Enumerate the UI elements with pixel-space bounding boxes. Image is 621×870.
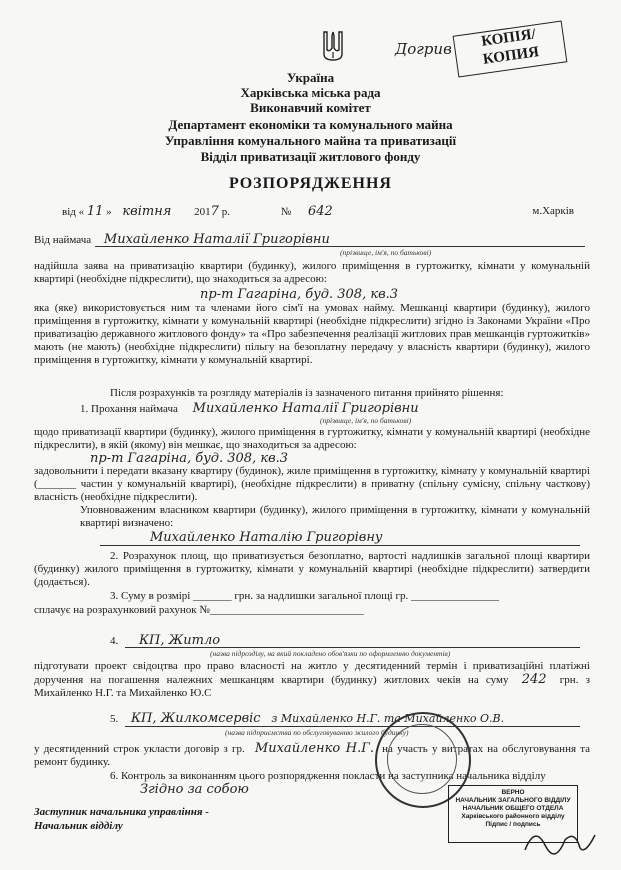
header-directorate: Управління комунального майна та приватизації [164, 133, 457, 148]
header-committee: Виконавчий комітет [250, 100, 371, 115]
paragraph-4: щодо приватизації квартири (будинку), жилого приміщення в гуртожитку, кімнати у комунальній квартирі (необхідне підкреслити), в якій (якому) він мешкає, що знаходиться за адресою: [34, 426, 590, 451]
date-day: 11 [86, 204, 104, 219]
control-handwritten: Згідно за собою [140, 782, 249, 797]
owner-underline [100, 545, 580, 546]
item-4-underline [125, 647, 580, 648]
order-city: м.Харків [532, 205, 574, 217]
address2-handwritten: пр-т Гагаріна, буд. 308, кв.3 [90, 451, 289, 466]
item-5-handwritten: КП, Жилкомсервіс [131, 711, 261, 726]
copy-stamp-line1: КОПІЯ/ [480, 26, 537, 50]
date-year-prefix: 201 [194, 206, 211, 218]
item-3-line1: 3. Суму в розмірі _______ грн. за надлишки загальної площі гр. ________________ [110, 590, 499, 602]
item-2: 2. Розрахунок площ, що приватизується безоплатно, вартості надлишків загальної площі квартири (будинку) жилого приміщення в гуртожитку, кімнати у комунальній квартирі (необхідне підкреслити) затвердити (додається). [34, 550, 590, 588]
item-5-underline [125, 726, 580, 727]
tenant-underline [95, 246, 585, 247]
trident-emblem-icon [322, 30, 344, 62]
item-3-line2: сплачує на розрахунковий рахунок №____________________________ [34, 604, 364, 616]
sum-handwritten: 242 [521, 672, 547, 687]
item-5-caption: (назва підприємства по обслуговуванню жилого будинку) [225, 728, 409, 737]
tenant-caption: (прізвище, ім'я, по батькові) [340, 248, 432, 257]
header-division: Відділ приватизації житлового фонду [200, 149, 421, 164]
rect-stamp-line3: Харківського районного відділу [461, 813, 565, 820]
date-prefix: від « [62, 206, 85, 218]
order-date-row [62, 205, 582, 221]
header-council: Харківська міська рада [240, 85, 381, 100]
owner-handwritten: Михайленко Наталію Григорівну [150, 530, 383, 545]
item-5-number: 5. [110, 713, 119, 725]
tenant-label: Від наймача [34, 234, 92, 246]
document-title: РОЗПОРЯДЖЕННЯ [229, 175, 392, 192]
signature-line-1: Заступник начальника управління - [34, 806, 209, 818]
item-1-row [80, 402, 590, 416]
item-5-row [110, 712, 590, 726]
item-5-handwritten-2: з Михайленко Н.Г. та Михайленко О.В. [271, 712, 505, 725]
signature-line-2: Начальник відділу [34, 820, 123, 832]
header-department: Департамент економіки та комунального майна [168, 117, 453, 132]
item-1-label: 1. Прохання наймача [80, 403, 178, 415]
order-number: 642 [307, 204, 333, 219]
copy-stamp-line2: КОПИЯ [481, 44, 540, 68]
item-4-row [110, 634, 590, 648]
paragraph-8-rest: на участь у витратах на обслуговування та ремонт будинку. [34, 743, 591, 768]
tenant-row [34, 233, 590, 247]
date-mid: » [106, 206, 112, 218]
sum-rest: грн. з Михайленко Н.Г. та Михайленко Ю.С [34, 674, 591, 699]
rect-stamp-line4: Підпис / подпись [485, 821, 541, 828]
date-year-label: р. [221, 206, 230, 218]
item-1-caption: (прізвище, ім'я, по батькові) [320, 416, 412, 425]
paragraph-8-text: у десятиденний строк укласти договір з гр. [34, 743, 245, 755]
paragraph-7-text: підготувати проект свідоцтва про право власності на житло у десятиденний термін і приватизаційні платіжні доручення на погашення належних мешканцям квартири (будинку) житлових чеків на суму [34, 660, 590, 686]
corner-note: Догрив [395, 40, 452, 58]
date-year-suffix: 7 [210, 204, 219, 219]
tenant-name: Михайленко Наталії Григорівни [103, 232, 330, 247]
signature-scribble-icon [520, 820, 600, 860]
copy-stamp [453, 21, 568, 78]
item-1-name: Михайленко Наталії Григорівни [192, 401, 419, 416]
paragraph-1: надійшла заява на приватизацію квартири (будинку), жилого приміщення в гуртожитку, кімнати у комунальній квартирі (необхідне підкреслити), що знаходиться за адресою: [34, 260, 590, 285]
item-4-handwritten: КП, Житло [139, 633, 221, 648]
date-month: квітня [122, 204, 172, 219]
item-4-caption: (назва підрозділу, на який покладено обов'язки по оформленню документів) [210, 649, 451, 658]
paragraph-3: Після розрахунків та розгляду матеріалів із зазначеного питання прийнято рішення: [110, 387, 504, 399]
paragraph-7 [34, 660, 590, 700]
number-prefix: № [280, 206, 292, 218]
address-handwritten: пр-т Гагаріна, буд. 308, кв.3 [200, 287, 399, 302]
rect-stamp-line2: НАЧАЛЬНИК ОБЩЕГО ОТДЕЛА [462, 805, 564, 812]
paragraph-2: яка (яке) використовується ним та членами його сім'ї на умовах найму. Мешканці квартири (будинку), жилого приміщення в гуртожитку, кімнати у комунальній квартирі (необхідне підкреслити) згідно із Законами України «Про приватизацію державного житлового фонду» та «Про забезпечення реалізації житлових прав мешканців гуртожитків» мають (не мають) (необхідне підкреслити) пільгу на безоплатну передачу у власність квартири (будинку), жилого приміщення в гуртожитку, кімнати у комунальній квартирі. [34, 302, 590, 366]
paragraph-8 [34, 742, 590, 769]
item-4-number: 4. [110, 635, 119, 647]
paragraph-5: задовольнити і передати вказану квартиру (будинок), жиле приміщення в гуртожитку, кімнату у комунальній квартирі (_______ частин у комунальній квартирі), (необхідне підкреслити) в приватну (спільну сумісну, спільну часткову) власність (необхідне підкреслити). [34, 465, 590, 503]
paragraph-6: Уповноваженим власником квартири (будинку), жилого приміщення в гуртожитку, кімнати у комунальній квартирі визначено: [80, 504, 590, 529]
rect-stamp-line1: НАЧАЛЬНИК ЗАГАЛЬНОГО ВІДДІЛУ [455, 797, 571, 804]
paragraph-8-handwritten: Михайленко Н.Г. [254, 741, 374, 756]
rect-stamp-verno: ВЕРНО [501, 789, 525, 796]
item-6: 6. Контроль за виконанням цього розпорядження покласти на заступника начальника відділу [110, 770, 546, 782]
header-country: Україна [286, 70, 335, 85]
